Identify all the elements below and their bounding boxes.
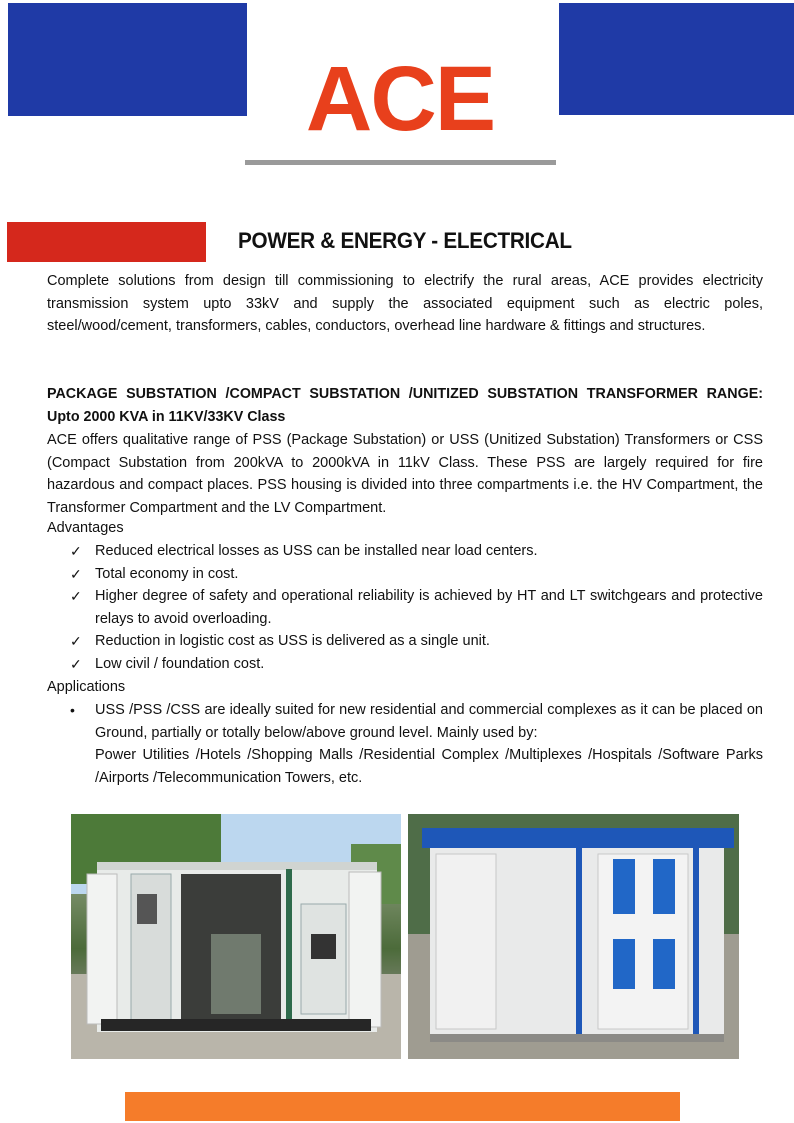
check-icon: ✓	[70, 543, 82, 559]
check-icon: ✓	[70, 655, 82, 672]
check-icon: ✓	[70, 565, 82, 582]
bullet-icon: •	[70, 702, 75, 718]
blue-header-block-left	[8, 3, 247, 116]
advantages-list	[67, 540, 763, 675]
list-item-text: Low civil / foundation cost.	[95, 655, 265, 672]
list-item	[67, 540, 763, 563]
list-item	[67, 699, 763, 789]
list-item	[67, 630, 763, 653]
ace-logo: ACE	[305, 48, 495, 150]
orange-footer-bar	[125, 1092, 680, 1121]
intro-paragraph: Complete solutions from design till commissioning to electrify the rural areas, ACE provides electricity transmission system upto 33kV and supply the associated equipment such as electric poles, steel/wood/cement, transformers, cables, conductors, overhead line hardware & fittings and structures.	[47, 273, 763, 334]
list-item-text: Reduced electrical losses as USS can be installed near load centers.	[95, 543, 538, 559]
advantages-label: Advantages	[47, 520, 124, 536]
pss-heading: PACKAGE SUBSTATION /COMPACT SUBSTATION /UNITIZED SUBSTATION TRANSFORMER RANGE: Upto 2000 KVA in 11KV/33KV Class	[47, 386, 763, 425]
logo-divider	[245, 160, 556, 165]
substation-photo-open	[71, 814, 401, 1059]
list-item-text: Total economy in cost.	[95, 565, 239, 582]
list-item	[67, 563, 763, 586]
substation-photo-closed	[408, 814, 739, 1059]
list-item-text: USS /PSS /CSS are ideally suited for new residential and commercial complexes as it can be placed on Ground, partially or totally below/above ground level. Mainly used by:	[95, 702, 763, 741]
list-item-text: Higher degree of safety and operational reliability is achieved by HT and LT switchgears and protective relays to avoid overloading.	[95, 588, 763, 627]
blue-header-block-right	[559, 3, 794, 115]
applications-uses: Power Utilities /Hotels /Shopping Malls /Residential Complex /Multiplexes /Hospitals /Software Parks /Airports /Telecommunication Towers, etc.	[95, 747, 763, 786]
pss-description: ACE offers qualitative range of PSS (Package Substation) or USS (Unitized Substation) Transformers or CSS (Compact Substation from 200kVA to 2000kVA in 11kV Class. These PSS are largely required for fire hazardous and compact places. PSS housing is divided into three compartments i.e. the HV Compartment, the Transformer Compartment and the LV Compartment.	[47, 432, 763, 516]
list-item-text: Reduction in logistic cost as USS is delivered as a single unit.	[95, 633, 490, 649]
applications-list	[67, 699, 763, 789]
check-icon: ✓	[70, 588, 82, 604]
list-item	[67, 653, 763, 676]
red-accent-bar	[7, 222, 206, 262]
applications-label: Applications	[47, 679, 126, 695]
list-item	[67, 585, 763, 630]
check-icon: ✓	[70, 633, 82, 649]
section-title: POWER & ENERGY - ELECTRICAL	[238, 228, 572, 253]
